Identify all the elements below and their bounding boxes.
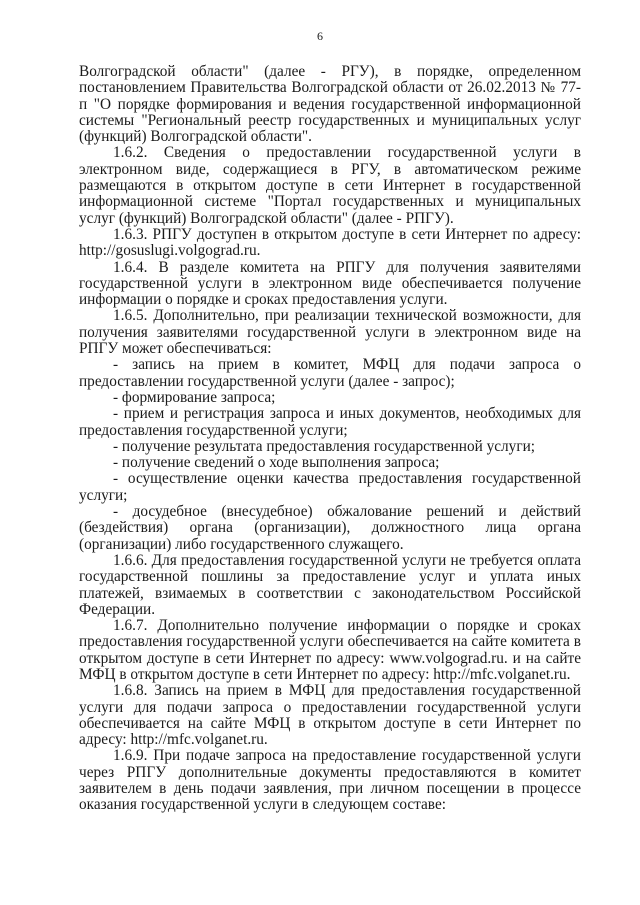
paragraph-1-6-4: 1.6.4. В разделе комитета на РПГУ для получения заявителями государственной услуги в электронном виде обеспечивается получение информации о порядке и сроках предоставления услуги. bbox=[79, 258, 581, 309]
document-body bbox=[79, 64, 581, 814]
paragraph-1-6-7: 1.6.7. Дополнительно получение информации о порядке и сроках предоставления государственной услуги обеспечивается на сайте комитета в открытом доступе в сети Интернет по адресу: www.volgograd.ru. и на сайте МФЦ в открытом доступе в сети Интернет по адресу: http://mfc.volganet.ru. bbox=[79, 617, 581, 683]
list-item: - получение результата предоставления государственной услуги; bbox=[113, 437, 536, 455]
list-item: - прием и регистрация запроса и иных документов, необходимых для предоставления государственной услуги; bbox=[79, 405, 581, 439]
paragraph-1-6-3: 1.6.3. РПГУ доступен в открытом доступе в сети Интернет по адресу: http://gosuslugi.volgograd.ru. bbox=[79, 225, 581, 260]
list-item: - получение сведений о ходе выполнения запроса; bbox=[113, 454, 440, 472]
list-item: - запись на прием в комитет, МФЦ для подачи запроса о предоставлении государственной услуги (далее - запрос); bbox=[79, 356, 581, 390]
list-item: - осуществление оценки качества предоставления государственной услуги; bbox=[79, 470, 581, 504]
paragraph-1-6-6: 1.6.6. Для предоставления государственной услуги не требуется оплата государственной пошлины за предоставление услуг и уплата иных платежей, взимаемых в соответствии с законодательством Российской Федерации. bbox=[79, 551, 581, 618]
paragraph-intro-continuation: Волгоградской области" (далее - РГУ), в порядке, определенном постановлением Правительства Волгоградской области от 26.02.2013 № 77-п "О порядке формирования и ведения государственной информационной системы "Региональный реестр государственных и муниципальных услуг (функций) Волгоградской области". bbox=[79, 63, 581, 146]
paragraph-1-6-8: 1.6.8. Запись на прием в МФЦ для предоставления государственной услуги для подачи запроса о предоставлении государственной услуги обеспечивается на сайте МФЦ в открытом доступе в сети Интернет по адресу: http://mfc.volganet.ru. bbox=[79, 682, 581, 749]
paragraph-1-6-9: 1.6.9. При подаче запроса на предоставление государственной услуги через РПГУ дополнительные документы предоставляются в комитет заявителем в день подачи заявления, при личном посещении в процессе оказания государственной услуги в следующем составе: bbox=[79, 747, 581, 814]
page-number: 6 bbox=[317, 29, 323, 43]
list-item: - формирование запроса; bbox=[113, 388, 276, 406]
list-item: - досудебное (внесудебное) обжалование решений и действий (бездействия) органа (организации), должностного лица органа (организации) либо государственного служащего. bbox=[79, 503, 581, 553]
paragraph-1-6-5: 1.6.5. Дополнительно, при реализации технической возможности, для получения заявителями государственной услуги в электронном виде на РПГУ может обеспечиваться: bbox=[79, 307, 581, 358]
paragraph-1-6-2: 1.6.2. Сведения о предоставлении государственной услуги в электронном виде, содержащиеся в РГУ, в автоматическом режиме размещаются в открытом доступе в сети Интернет в государственной информационной системе "Портал государственных и муниципальных услуг (функций) Волгоградской области" (далее - РПГУ). bbox=[79, 144, 581, 227]
